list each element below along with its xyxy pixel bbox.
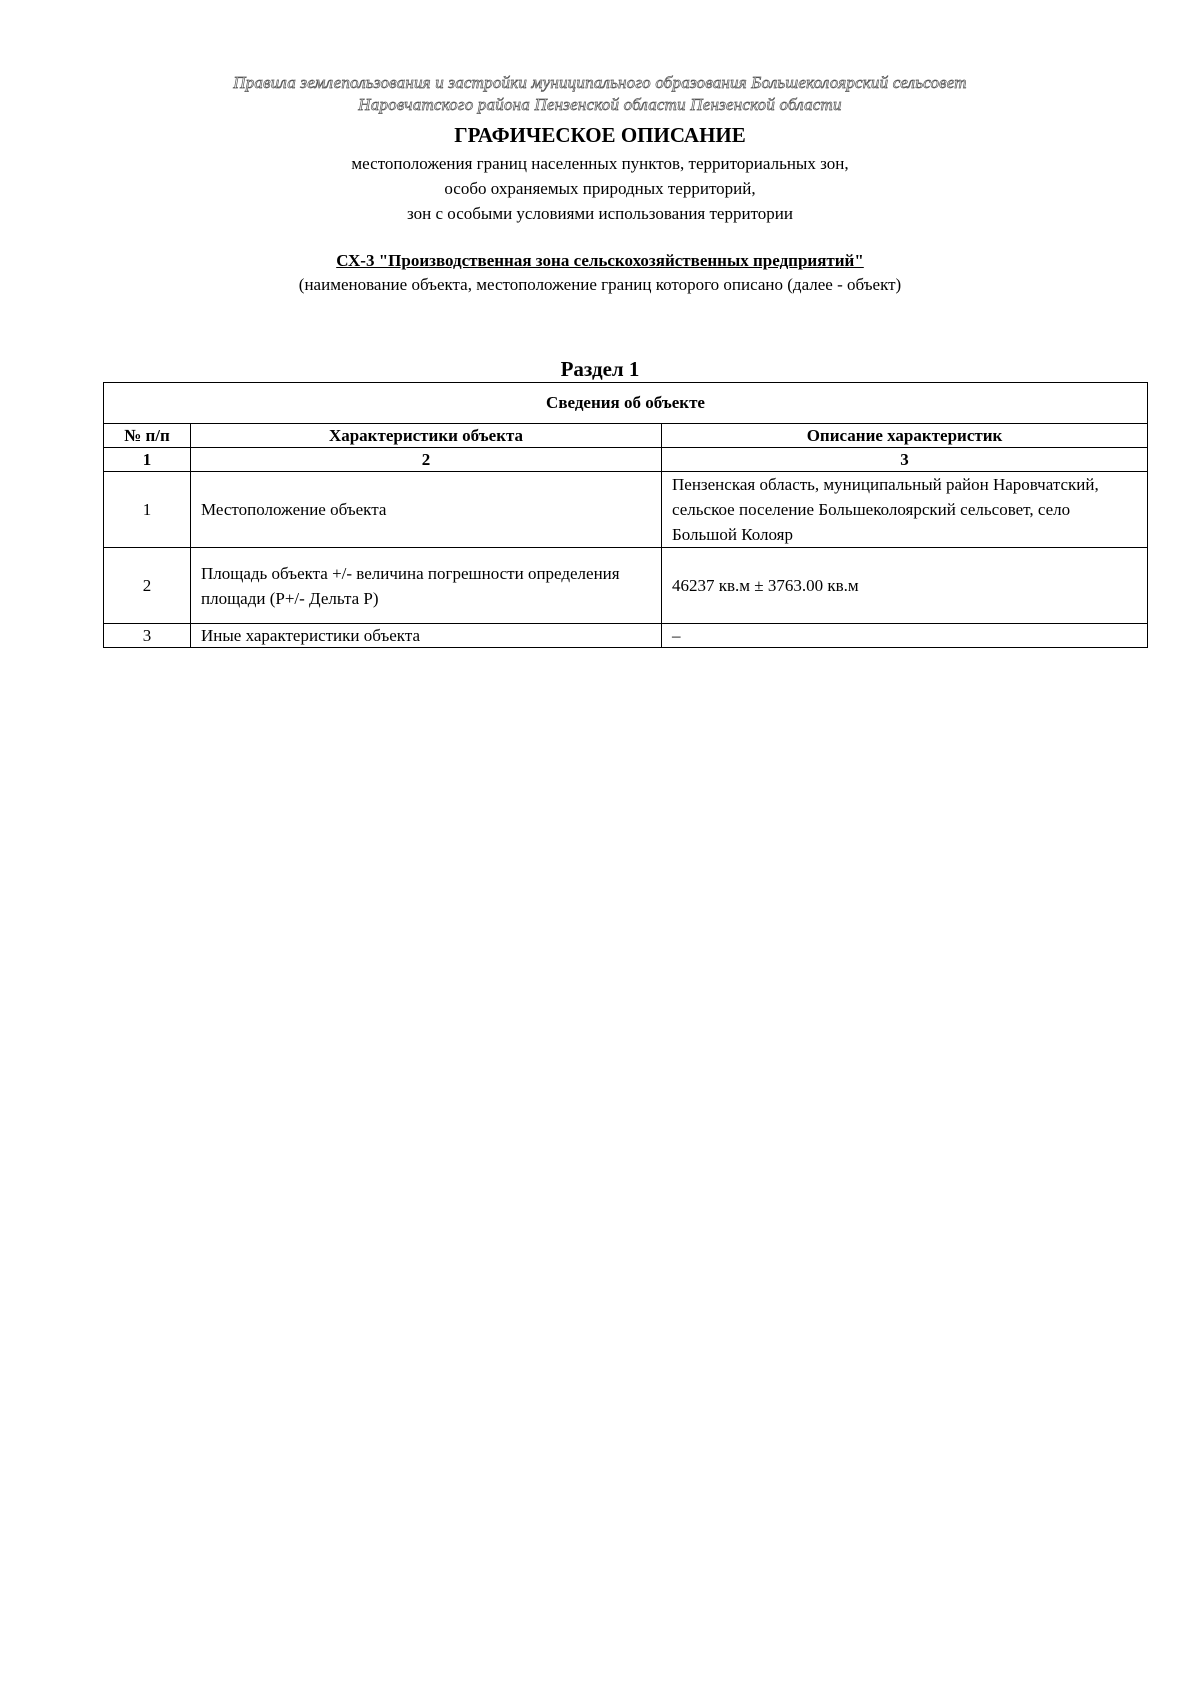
row-number: 1 (104, 472, 191, 548)
object-caption: (наименование объекта, местоположение границ которого описано (далее - объект) (298, 275, 902, 294)
document-header (150, 72, 1050, 116)
section-title: Раздел 1 (560, 357, 640, 381)
row-description: Пензенская область, муниципальный район Наровчатский, сельское поселение Большеколоярский сельсовет, село Большой Колояр (662, 472, 1148, 548)
table-header-row (104, 424, 1148, 448)
table-row (104, 472, 1148, 548)
column-header-num: № п/п (104, 424, 191, 448)
column-number-1: 1 (104, 448, 191, 472)
page-title: ГРАФИЧЕСКОЕ ОПИСАНИЕ (454, 123, 746, 147)
table-row (104, 548, 1148, 624)
row-characteristic: Площадь объекта +/- величина погрешности определения площади (P+/- Дельта P) (191, 548, 662, 624)
table-column-numbers-row (104, 448, 1148, 472)
page-subtitle (150, 151, 1050, 226)
row-number: 2 (104, 548, 191, 624)
object-name: СХ-3 "Производственная зона сельскохозяйственных предприятий" (336, 251, 864, 270)
subtitle-line-1: местоположения границ населенных пунктов, территориальных зон, (351, 154, 849, 173)
row-number: 3 (104, 624, 191, 648)
table-row (104, 624, 1148, 648)
object-info-table (103, 382, 1148, 648)
header-line-2: Наровчатского района Пензенской области Пензенской области (358, 95, 842, 114)
column-number-3: 3 (662, 448, 1148, 472)
row-description: – (662, 624, 1148, 648)
row-characteristic: Иные характеристики объекта (191, 624, 662, 648)
subtitle-line-3: зон с особыми условиями использования территории (407, 204, 793, 223)
header-line-1: Правила землепользования и застройки муниципального образования Большеколоярский сельсовет (233, 73, 967, 92)
table-caption: Сведения об объекте (104, 383, 1148, 424)
column-number-2: 2 (191, 448, 662, 472)
column-header-characteristic: Характеристики объекта (191, 424, 662, 448)
row-characteristic: Местоположение объекта (191, 472, 662, 548)
column-header-description: Описание характеристик (662, 424, 1148, 448)
subtitle-line-2: особо охраняемых природных территорий, (444, 179, 756, 198)
table-caption-row (104, 383, 1148, 424)
row-description: 46237 кв.м ± 3763.00 кв.м (662, 548, 1148, 624)
